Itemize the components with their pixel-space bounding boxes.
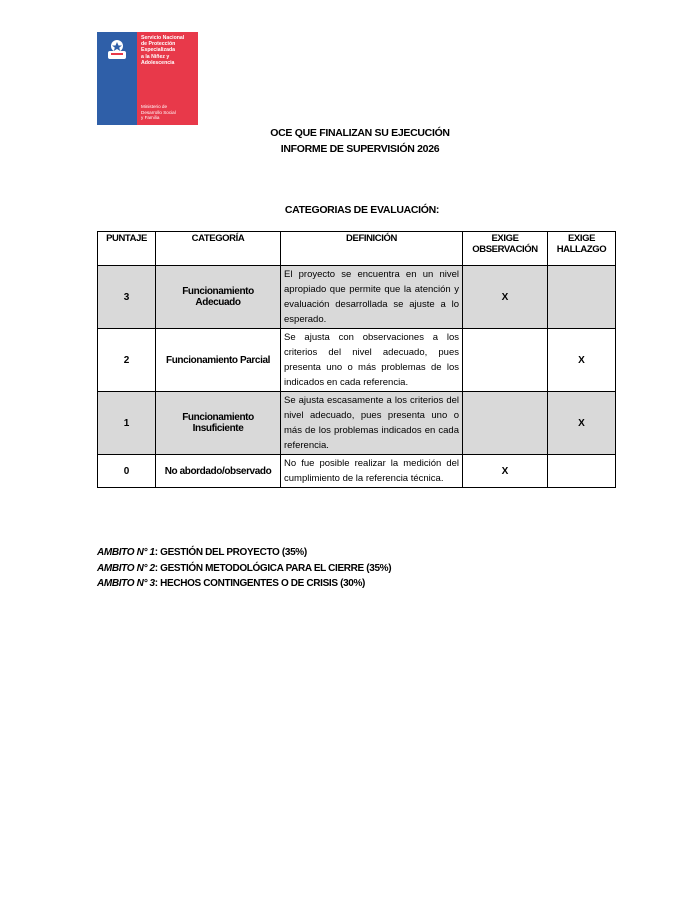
row-score: 1 (98, 392, 156, 455)
evaluation-categories-table (97, 231, 616, 488)
table-row (98, 266, 616, 329)
header-score: PUNTAJE (98, 232, 156, 266)
ambito-text: : HECHOS CONTINGENTES O DE CRISIS (30%) (154, 578, 366, 589)
header-observation: EXIGE OBSERVACIÓN (463, 232, 548, 266)
ambito-item (97, 545, 391, 561)
row-score: 2 (98, 329, 156, 392)
header-finding: EXIGE HALLAZGO (548, 232, 616, 266)
row-definition: El proyecto se encuentra en un nivel apropiado que permite que la atención y evaluación desarrollada se ajuste a lo esperado. (281, 266, 463, 329)
section-title: CATEGORIAS DE EVALUACIÓN: (284, 204, 440, 216)
document-title: OCE QUE FINALIZAN SU EJECUCIÓN (270, 127, 450, 139)
row-definition: No fue posible realizar la medición del cumplimiento de la referencia técnica. (281, 455, 463, 488)
logo-blue-panel (97, 32, 137, 125)
row-category: Funcionamiento Insuficiente (156, 392, 281, 455)
ambito-item (97, 561, 391, 577)
logo-ministry-name: Ministerio de Desarrollo Social y Familia (141, 104, 176, 121)
row-observation-mark: X (463, 455, 548, 488)
ambito-text: : GESTIÓN METODOLÓGICA PARA EL CIERRE (35%) (154, 562, 392, 574)
row-observation-mark (463, 329, 548, 392)
row-finding-mark: X (548, 329, 616, 392)
table-header-row (98, 232, 616, 266)
table-row (98, 392, 616, 455)
document-subtitle: INFORME DE SUPERVISIÓN 2026 (280, 143, 440, 155)
row-score: 0 (98, 455, 156, 488)
ambito-label: AMBITO N° 1 (97, 547, 155, 558)
table-row (98, 329, 616, 392)
row-category: No abordado/observado (156, 455, 281, 488)
row-finding-mark (548, 455, 616, 488)
row-category: Funcionamiento Adecuado (156, 266, 281, 329)
ambito-text: : GESTIÓN DEL PROYECTO (35%) (154, 547, 307, 558)
header-definition: DEFINICIÓN (281, 232, 463, 266)
ambito-label: AMBITO N° 2 (97, 562, 155, 574)
row-finding-mark: X (548, 392, 616, 455)
row-definition: Se ajusta escasamente a los criterios del nivel adecuado, pues presenta uno o más de los problemas indicados en cada referencia. (281, 392, 463, 455)
coat-of-arms-icon (103, 36, 131, 64)
institution-logo (97, 32, 198, 125)
header-category: CATEGORÍA (156, 232, 281, 266)
row-finding-mark (548, 266, 616, 329)
logo-org-name: Servicio Nacional de Protección Especializada a la Niñez y Adolescencia (141, 35, 185, 66)
logo-red-panel (137, 32, 198, 125)
row-category: Funcionamiento Parcial (156, 329, 281, 392)
row-observation-mark: X (463, 266, 548, 329)
ambito-item (97, 576, 391, 592)
ambito-label: AMBITO N° 3 (97, 578, 155, 589)
table-row (98, 455, 616, 488)
row-observation-mark (463, 392, 548, 455)
row-score: 3 (98, 266, 156, 329)
ambitos-list (97, 545, 391, 592)
row-definition: Se ajusta con observaciones a los criterios del nivel adecuado, pues presenta uno o más problemas de los indicados en cada referencia. (281, 329, 463, 392)
